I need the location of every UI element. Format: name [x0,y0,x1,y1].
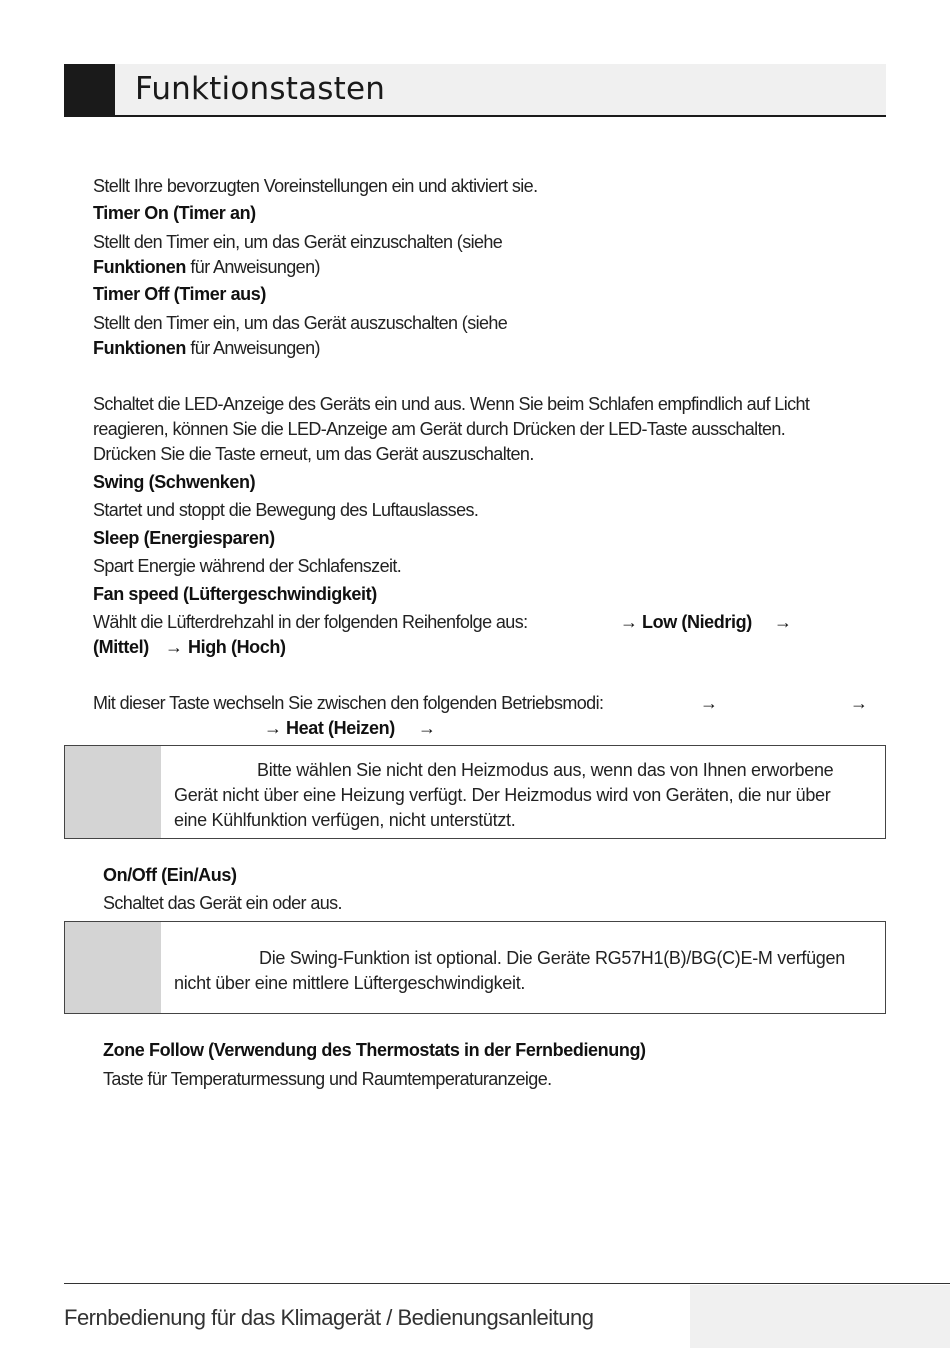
note-line-1: Bitte wählen Sie nicht den Heizmodus aus, wenn das von Ihnen erworbene [257,760,834,780]
swing-heading: Swing (Schwenken) [93,472,256,492]
mode-description: Mit dieser Taste wechseln Sie zwischen den folgenden Betriebsmodi: [93,693,604,713]
zone-follow-heading: Zone Follow (Verwendung des Thermostats in der Fernbedienung) [103,1040,646,1060]
fan-speed-description: Wählt die Lüfterdrehzahl in der folgenden Reihenfolge aus: [93,612,528,632]
note-label-column [65,746,161,838]
timer-off-description: Stellt den Timer ein, um das Gerät auszuschalten (siehe [93,313,508,333]
note-line-1: Die Swing-Funktion ist optional. Die Geräte RG57H1(B)/BG(C)E-M verfügen [259,948,845,968]
note-box-heating [64,745,886,839]
arrow-icon: → [850,693,868,713]
timer-off-heading: Timer Off (Timer aus) [93,284,266,304]
fan-speed-low: Low (Niedrig) [642,612,752,632]
note-box-swing [64,921,886,1014]
led-description-3: Drücken Sie die Taste erneut, um das Gerät auszuschalten. [93,444,534,464]
arrow-icon: → [165,637,183,657]
timer-on-description-tail: für Anweisungen) [186,257,320,277]
sleep-description: Spart Energie während der Schlafenszeit. [93,556,402,576]
note-label-column [65,922,161,1013]
fan-speed-high: High (Hoch) [188,637,286,657]
funktionen-ref: Funktionen [93,338,186,358]
arrow-icon: → [264,718,282,738]
led-description-1: Schaltet die LED-Anzeige des Geräts ein und aus. Wenn Sie beim Schlafen empfindlich auf Licht [93,394,810,414]
mode-heat: Heat (Heizen) [286,718,395,738]
arrow-icon: → [774,612,792,632]
swing-description: Startet und stoppt die Bewegung des Luftauslasses. [93,500,479,520]
timer-off-description-tail: für Anweisungen) [186,338,320,358]
led-description-2: reagieren, können Sie die LED-Anzeige am Gerät durch Drücken der LED-Taste ausschalten. [93,419,786,439]
note-line-3: eine Kühlfunktion verfügen, nicht unterstützt. [174,810,516,830]
footer-text: Fernbedienung für das Klimagerät / Bedienungsanleitung [64,1305,594,1330]
timer-off-description-2 [93,336,320,360]
header-marker [64,64,115,116]
fan-speed-mittel: (Mittel) [93,637,149,657]
timer-on-heading: Timer On (Timer an) [93,203,256,223]
timer-on-description-2 [93,255,320,279]
fan-speed-heading: Fan speed (Lüftergeschwindigkeit) [93,584,377,604]
footer-page-box [690,1285,950,1348]
onoff-description: Schaltet das Gerät ein oder aus. [103,893,342,913]
note-line-2: Gerät nicht über eine Heizung verfügt. Der Heizmodus wird von Geräten, die nur über [174,785,831,805]
preset-description: Stellt Ihre bevorzugten Voreinstellungen ein und aktiviert sie. [93,176,538,196]
arrow-icon: → [700,693,718,713]
sleep-heading: Sleep (Energiesparen) [93,528,275,548]
zone-follow-description: Taste für Temperaturmessung und Raumtemperaturanzeige. [103,1069,552,1089]
onoff-heading: On/Off (Ein/Aus) [103,865,237,885]
header-rule [64,115,886,117]
note-line-2: nicht über eine mittlere Lüftergeschwindigkeit. [174,973,526,993]
arrow-icon: → [418,718,436,738]
timer-on-description: Stellt den Timer ein, um das Gerät einzuschalten (siehe [93,232,503,252]
footer-rule [64,1283,950,1284]
funktionen-ref: Funktionen [93,257,186,277]
arrow-icon: → [620,612,638,632]
page-title: Funktionstasten [135,71,386,107]
